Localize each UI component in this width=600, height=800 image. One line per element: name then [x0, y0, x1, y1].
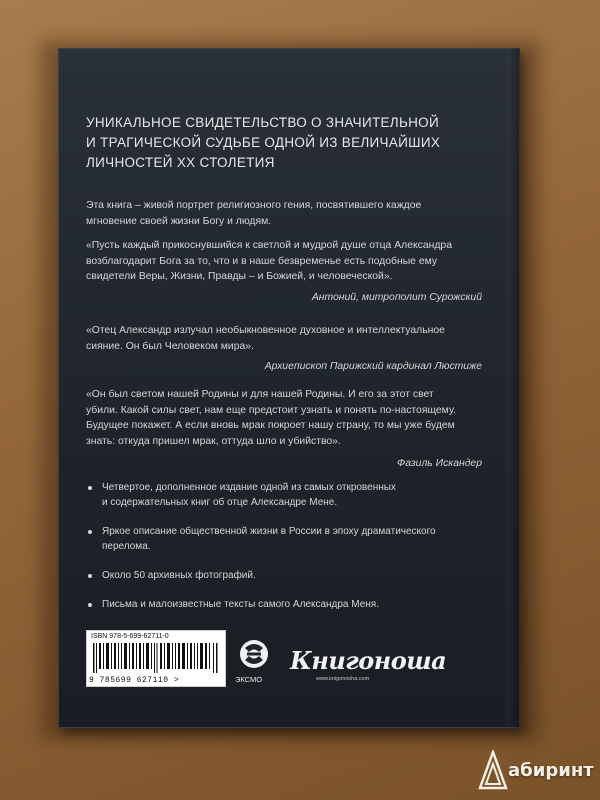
feature-item [86, 568, 506, 583]
quote-iskander [86, 387, 506, 449]
quote-line: свидетели Веры, Жизни, Правды – и Божией, и человеческой». [86, 271, 393, 282]
quote-line: «Он был светом нашей Родины и для нашей Родины. И его за этот свет [86, 389, 434, 400]
quote-line: «Пусть каждый прикоснувшийся к светлой и мудрой душе отца Александра [86, 240, 452, 251]
feature-item [86, 597, 506, 612]
eksmo-label: ЭКСМО [235, 675, 263, 684]
intro-paragraph [86, 198, 506, 229]
feature-line: и содержательных книг об отце Александре Мене. [102, 497, 338, 508]
feature-line: Яркое описание общественной жизни в России в эпоху драматического [102, 526, 436, 537]
quote-line: убили. Какой силы свет, нам еще предстоит узнать и понять по-настоящему. [86, 404, 456, 416]
cover-edge [506, 48, 520, 728]
quote-line: Будущее покажет. А если вновь мрак покроет нашу страну, то мы уже будем [86, 420, 455, 431]
barcode [86, 630, 226, 687]
quote-author-iskander: Фазиль Искандер [397, 458, 482, 469]
intro-line: Эта книга – живой портрет религиозного гения, посвятившего каждое [86, 200, 422, 211]
quote-author-lustiger: Архиепископ Парижский кардинал Люстиже [264, 361, 482, 372]
feature-item [86, 524, 506, 554]
headline-line: И ТРАГИЧЕСКОЙ СУДЬБЕ ОДНОЙ ИЗ ВЕЛИЧАЙШИХ [86, 135, 441, 150]
quote-line: сияние. Он был Человеком мира». [86, 340, 254, 352]
isbn-number: ISBN 978-5-699-62711-0 [91, 633, 169, 640]
quote-lustiger [86, 323, 506, 354]
bullet-icon [88, 530, 92, 534]
quote-line: знать: откуда пришел мрак, оттуда шло и убийство». [86, 435, 341, 447]
barcode-bars [93, 643, 219, 673]
feature-item [86, 480, 506, 510]
ean-digits: 9 785699 627110 > [89, 676, 180, 685]
feature-list [86, 480, 506, 626]
headline-line: ЛИЧНОСТЕЙ XX СТОЛЕТИЯ [86, 155, 275, 170]
feature-line: Письма и малоизвестные тексты самого Александра Меня. [102, 599, 379, 610]
book-back-cover [58, 48, 520, 728]
labirint-watermark: абиринт [508, 760, 594, 781]
intro-line: мгновение своей жизни Богу и людям. [86, 215, 272, 227]
feature-line: Четвертое, дополненное издание одной из самых откровенных [102, 482, 396, 493]
bullet-icon [88, 603, 92, 607]
knigonosha-url: www.knigonosha.com [316, 676, 370, 682]
quote-author-antony: Антоний, митрополит Сурожский [311, 292, 482, 303]
quote-line: возблагодарит Бога за то, что и в наше безвременье есть подобные ему [86, 255, 438, 267]
quote-line: «Отец Александр излучал необыкновенное духовное и интеллектуальное [86, 325, 445, 336]
bullet-icon [88, 574, 92, 578]
knigonosha-logo: Книгоноша [290, 646, 447, 675]
labirint-logo-icon [478, 750, 508, 790]
bullet-icon [88, 486, 92, 490]
feature-line: Около 50 архивных фотографий. [102, 570, 256, 581]
headline-line: УНИКАЛЬНОЕ СВИДЕТЕЛЬСТВО О ЗНАЧИТЕЛЬНОЙ [86, 115, 439, 130]
feature-line: перелома. [102, 541, 151, 552]
quote-antony [86, 238, 506, 285]
headline [86, 113, 506, 173]
